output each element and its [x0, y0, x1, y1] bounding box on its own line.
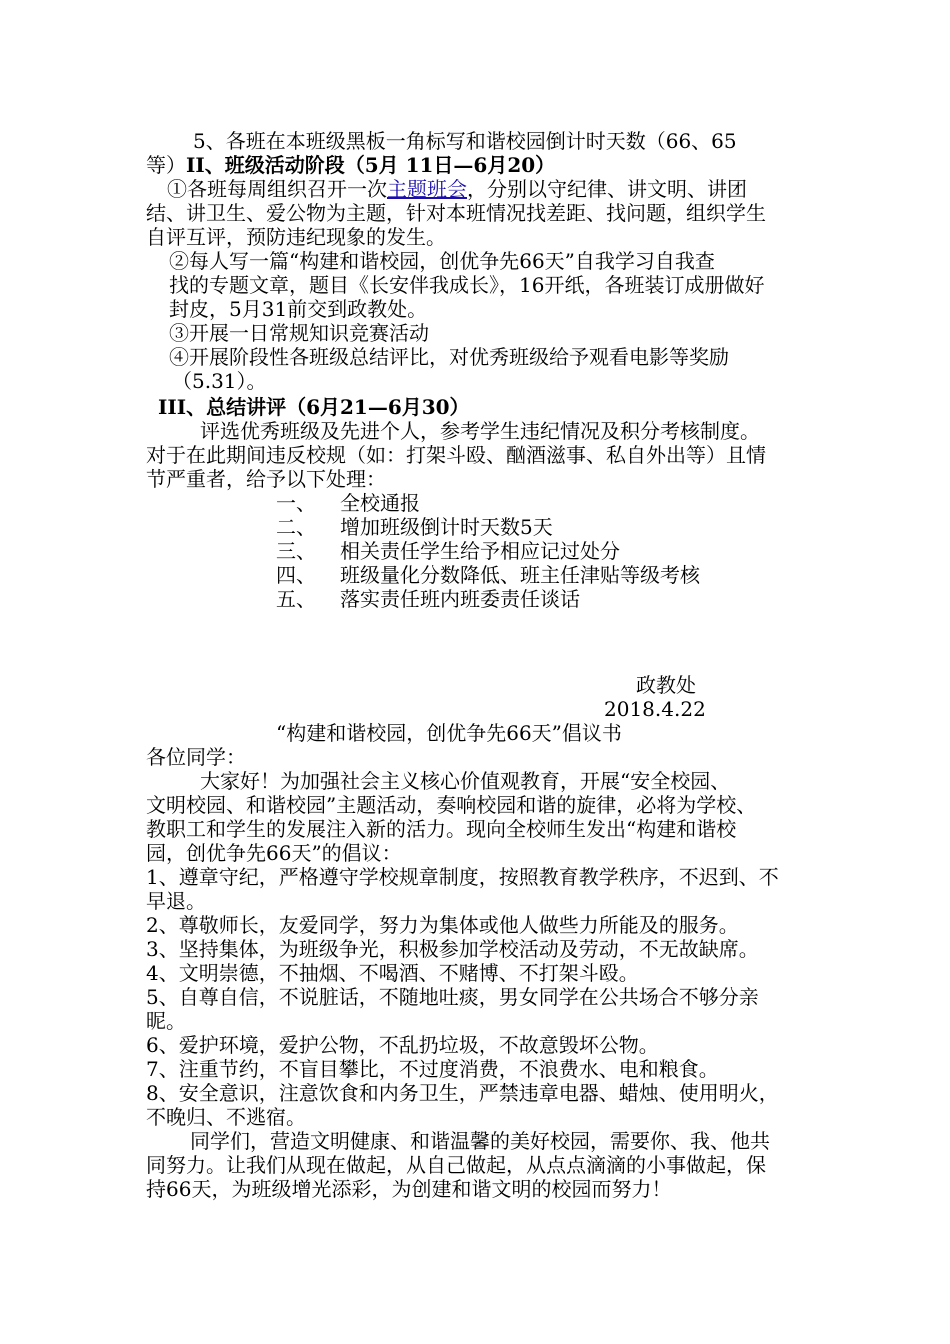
- review-line1: 评选优秀班级及先进个人，参考学生违纪情况及积分考核制度。: [200, 419, 760, 443]
- proposal-item-2: 2、尊敬师长，友爱同学，努力为集体或他人做些力所能及的服务。: [146, 913, 739, 937]
- penalty-number: 二、: [276, 515, 316, 539]
- activity-1-line1: [167, 177, 747, 201]
- proposal-intro-line3: 教职工和学生的发展注入新的活力。现向全校师生发出“构建和谐校: [146, 817, 737, 841]
- proposal-item-7: 7、注重节约，不盲目攀比，不过度消费，不浪费水、电和粮食。: [146, 1057, 719, 1081]
- proposal-item-4: 4、文明崇德，不抽烟、不喝酒、不赌博、不打架斗殴。: [146, 961, 639, 985]
- activity-3: ③开展一日常规知识竞赛活动: [169, 321, 429, 345]
- proposal-item-8-line2: 不晚归、不逃宿。: [146, 1105, 306, 1129]
- penalty-text: 相关责任学生给予相应记过处分: [340, 539, 620, 563]
- proposal-closing-line1: 同学们，营造文明健康、和谐温馨的美好校园，需要你、我、他共: [190, 1129, 770, 1153]
- penalty-item: [276, 491, 420, 515]
- penalty-item: [276, 587, 580, 611]
- signature-date: 2018.4.22: [604, 697, 706, 721]
- proposal-intro-line1: 大家好！为加强社会主义核心价值观教育，开展“安全校园、: [200, 769, 731, 793]
- activity-1-pre: ①各班每周组织召开一次: [167, 177, 387, 201]
- theme-class-meeting-link[interactable]: 主题班会: [387, 177, 467, 201]
- review-line2: 对于在此期间违反校规（如：打架斗殴、酗酒滋事、私自外出等）且情: [146, 443, 766, 467]
- proposal-salutation: 各位同学：: [146, 745, 246, 769]
- proposal-item-6: 6、爱护环境，爱护公物，不乱扔垃圾，不故意毁坏公物。: [146, 1033, 659, 1057]
- proposal-item-3: 3、坚持集体，为班级争光，积极参加学校活动及劳动，不无故缺席。: [146, 937, 759, 961]
- penalty-number: 一、: [276, 491, 316, 515]
- item-5-line1: 5、各班在本班级黑板一角标写和谐校园倒计时天数（66、65: [193, 129, 737, 153]
- activity-2-line3: 封皮，5月31前交到政教处。: [169, 297, 428, 321]
- section-heading-3: III、总结讲评（6月21—6月30）: [158, 395, 470, 419]
- penalty-text: 落实责任班内班委责任谈话: [340, 587, 580, 611]
- penalty-text: 增加班级倒计时天数5天: [340, 515, 553, 539]
- penalty-item: [276, 563, 700, 587]
- penalty-item: [276, 515, 553, 539]
- proposal-closing-line3: 持66天，为班级增光添彩，为创建和谐文明的校园而努力！: [146, 1177, 672, 1201]
- activity-1-post: ，分别以守纪律、讲文明、讲团: [467, 177, 747, 201]
- review-line3: 节严重者，给予以下处理：: [146, 467, 386, 491]
- activity-1-line2: 结、讲卫生、爱公物为主题，针对本班情况找差距、找问题，组织学生: [146, 201, 766, 225]
- proposal-closing-line2: 同努力。让我们从现在做起，从自己做起，从点点滴滴的小事做起，保: [146, 1153, 766, 1177]
- proposal-intro-line4: 园，创优争先66天”的倡议：: [146, 841, 402, 865]
- activity-2-line1: ②每人写一篇“构建和谐校园，创优争先66天”自我学习自我查: [169, 249, 715, 273]
- penalty-text: 班级量化分数降低、班主任津贴等级考核: [340, 563, 700, 587]
- penalty-item: [276, 539, 620, 563]
- activity-4-line1: ④开展阶段性各班级总结评比，对优秀班级给予观看电影等奖励: [169, 345, 729, 369]
- item-5-line2: [146, 153, 555, 177]
- proposal-title: “构建和谐校园，创优争先66天”倡议书: [276, 721, 622, 745]
- item-5-end: 等）: [146, 153, 186, 177]
- penalty-number: 五、: [276, 587, 316, 611]
- penalty-number: 三、: [276, 539, 316, 563]
- activity-2-line2: 找的专题文章，题目《长安伴我成长》，16开纸，各班装订成册做好: [169, 273, 765, 297]
- penalty-text: 全校通报: [340, 491, 420, 515]
- section-heading-2: II、班级活动阶段（5月 11日—6月20）: [186, 153, 556, 177]
- proposal-item-1-line2: 早退。: [146, 889, 206, 913]
- proposal-intro-line2: 文明校园、和谐校园”主题活动，奏响校园和谐的旋律，必将为学校、: [146, 793, 757, 817]
- activity-1-line3: 自评互评，预防违纪现象的发生。: [146, 225, 446, 249]
- proposal-item-8-line1: 8、安全意识，注意饮食和内务卫生，严禁违章电器、蜡烛、使用明火，: [146, 1081, 779, 1105]
- proposal-item-1-line1: 1、遵章守纪，严格遵守学校规章制度，按照教育教学秩序，不迟到、不: [146, 865, 779, 889]
- signature-dept: 政教处: [636, 673, 696, 697]
- proposal-item-5-line1: 5、自尊自信，不说脏话，不随地吐痰，男女同学在公共场合不够分亲: [146, 985, 759, 1009]
- activity-4-line2: （5.31）。: [172, 369, 267, 393]
- proposal-item-5-line2: 昵。: [146, 1009, 186, 1033]
- penalty-number: 四、: [276, 563, 316, 587]
